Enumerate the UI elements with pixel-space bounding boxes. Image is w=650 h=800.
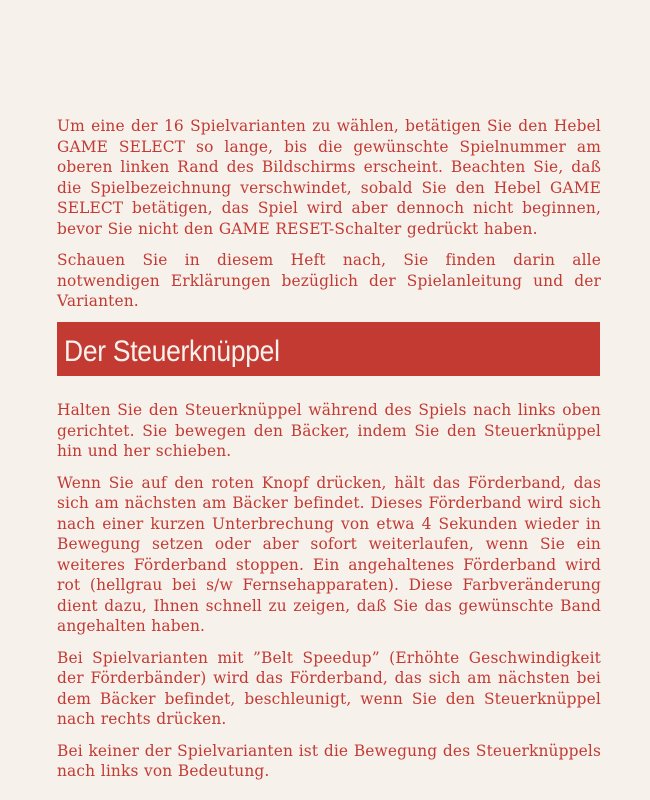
joystick-section-text — [57, 400, 601, 793]
joystick-paragraph-1: Halten Sie den Steuerknüppel während des Spiels nach links oben gerichtet. Sie bewegen den Bäcker, indem Sie den Steuerknüppel hin und her schieben. — [57, 401, 601, 460]
section-banner — [57, 322, 600, 376]
intro-text — [57, 116, 601, 323]
joystick-paragraph-4: Bei keiner der Spielvarianten ist die Bewegung des Steuerknüppels nach links von Bedeutung. — [57, 741, 601, 780]
joystick-paragraph-2: Wenn Sie auf den roten Knopf drücken, hält das Förderband, das sich am nächsten am Bäcker befindet. Dieses Förderband wird sich nach einer kurzen Unterbrechung von etwa 4 Sekunden wieder in Bewegung setzen oder aber sofort weiterlaufen, wenn Sie ein weiteres Förderband stoppen. Ein angehaltenes Förderband wird rot (hellgrau bei s/w Fernsehapparaten). Diese Farbveränderung dient dazu, Ihnen schnell zu zeigen, daß Sie das gewünschte Band angehalten haben. — [57, 473, 601, 635]
joystick-paragraph-3: Bei Spielvarianten mit ”Belt Speedup” (Erhöhte Geschwindigkeit der Förderbänder) wird das Förderband, das sich am nächsten bei dem Bäcker befindet, beschleunigt, wenn Sie den Steuerknüppel nach rechts drücken. — [57, 648, 601, 728]
section-title: Der Steuerknüppel — [64, 335, 280, 368]
intro-paragraph-1: Um eine der 16 Spielvarianten zu wählen, betätigen Sie den Hebel GAME SELECT so lange, bis die gewünschte Spielnummer am oberen linken Rand des Bildschirms erscheint. Beachten Sie, daß die Spielbezeichnung verschwindet, sobald Sie den Hebel GAME SELECT betätigen, das Spiel wird aber dennoch nicht beginnen, bevor Sie nicht den GAME RESET-Schalter gedrückt haben. — [57, 117, 601, 238]
intro-paragraph-2: Schauen Sie in diesem Heft nach, Sie finden darin alle notwendigen Erklärungen bezüglich der Spielanleitung und der Varianten. — [57, 251, 601, 310]
